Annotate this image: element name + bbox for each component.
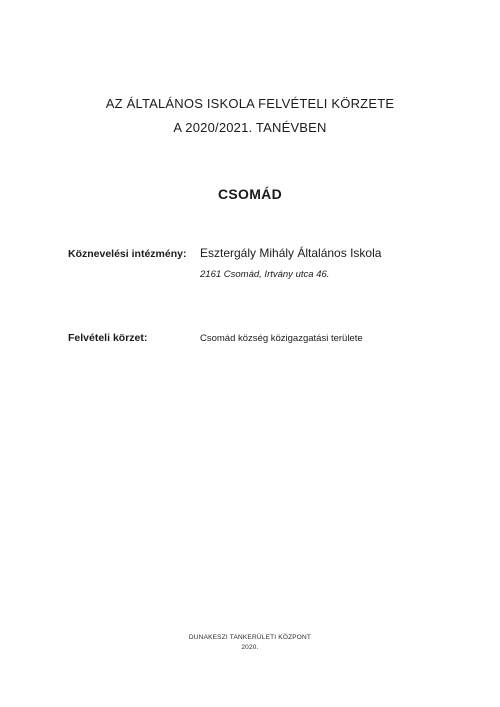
district-label: Felvételi körzet: — [68, 332, 148, 344]
institution-name: Esztergály Mihály Általános Iskola — [200, 246, 382, 260]
settlement-heading: CSOMÁD — [217, 186, 283, 202]
footer-organization: DUNAKESZI TANKERÜLETI KÖZPONT — [188, 634, 312, 641]
document-title-line-1: AZ ÁLTALÁNOS ISKOLA FELVÉTELI KÖRZETE — [105, 96, 395, 111]
institution-label: Köznevelési intézmény: — [68, 248, 187, 260]
institution-address: 2161 Csomád, Irtvány utca 46. — [200, 269, 330, 280]
document-title-line-2: A 2020/2021. TANÉVBEN — [173, 120, 327, 135]
footer-year: 2020. — [241, 644, 259, 651]
district-value: Csomád község közigazgatási területe — [200, 333, 363, 344]
